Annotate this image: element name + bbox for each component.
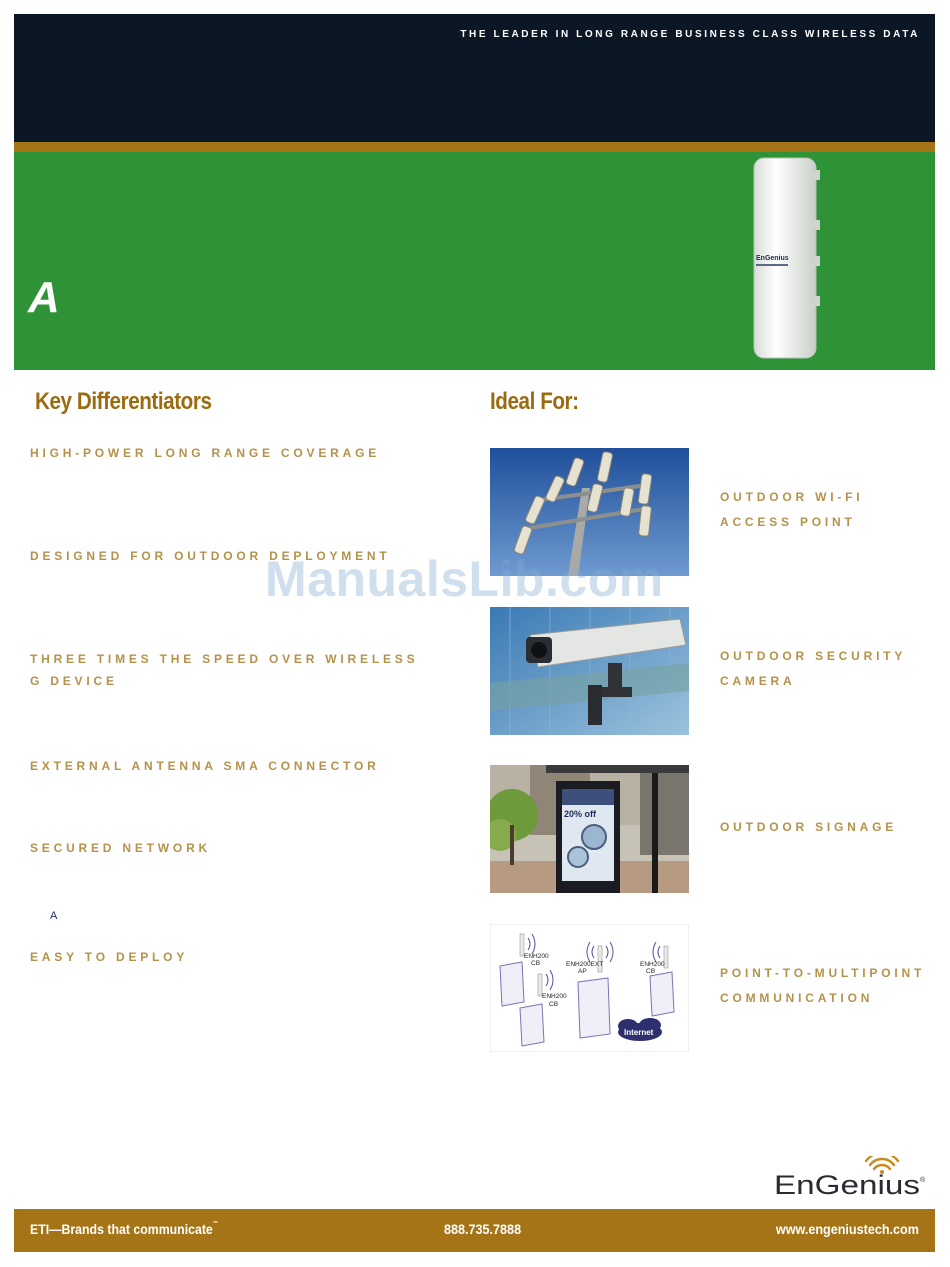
ideal-ptmp-line2: COMMUNICATION: [720, 991, 874, 1005]
access-point-device-image: [748, 156, 824, 362]
feature-outdoor-deployment: DESIGNED FOR OUTDOOR DEPLOYMENT: [30, 549, 391, 563]
diagram-node1-label: ENH200: [524, 953, 549, 960]
hero-title-letter: A: [28, 273, 60, 322]
ideal-ptmp-line1: POINT-TO-MULTIPOINT: [720, 966, 926, 980]
diagram-node4b-label: CB: [549, 1001, 559, 1008]
footer-slogan-text: ETI—Brands that communicate: [30, 1221, 213, 1237]
feature-secured-network: SECURED NETWORK: [30, 841, 212, 855]
watermark: ManualsLib.com: [265, 551, 664, 607]
ideal-wifi-line1: OUTDOOR WI-FI: [720, 490, 864, 504]
ideal-wifi-ap-label: [720, 485, 935, 535]
ideal-for-heading: Ideal For:: [490, 388, 579, 415]
ideal-point-to-multipoint-label: [720, 961, 935, 1011]
diagram-node3b-label: CB: [646, 968, 656, 975]
signage-ad-text: 20% off: [564, 809, 597, 819]
device-brand-label: EnGenius: [756, 255, 789, 262]
wifi-signal-icon: [866, 1156, 898, 1169]
logo-wordmark: EnGenius: [774, 1170, 920, 1198]
ideal-wifi-line2: ACCESS POINT: [720, 515, 856, 529]
security-camera-photo: [490, 607, 689, 735]
footer-phone: 888.735.7888: [444, 1221, 522, 1237]
outdoor-signage-photo: [490, 765, 689, 893]
feature-sma-connector: EXTERNAL ANTENNA SMA CONNECTOR: [30, 759, 380, 773]
ideal-outdoor-signage-label: [720, 815, 935, 840]
ideal-camera-line2: CAMERA: [720, 674, 796, 688]
point-to-multipoint-diagram: [490, 924, 689, 1052]
diagram-node4-label: ENH200: [542, 993, 567, 1000]
diagram-node2b-label: AP: [578, 968, 587, 975]
footer-trademark: ™: [212, 1221, 219, 1227]
footer-slogan: [30, 1221, 218, 1237]
engenius-logo: [774, 1156, 926, 1198]
key-differentiators-heading: Key Differentiators: [35, 388, 212, 415]
header-tagline: THE LEADER IN LONG RANGE BUSINESS CLASS WIRELESS DATA: [460, 29, 920, 40]
ideal-signage-line1: OUTDOOR SIGNAGE: [720, 820, 898, 834]
footer-website-link[interactable]: www.engeniustech.com: [775, 1221, 919, 1237]
header-gold-stripe: [14, 142, 935, 152]
footer-bar: [14, 1209, 935, 1252]
feature-easy-deploy: EASY TO DEPLOY: [30, 950, 189, 964]
feature-high-power: HIGH-POWER LONG RANGE COVERAGE: [30, 446, 381, 460]
small-letter: A: [50, 910, 58, 922]
ideal-security-camera-label: [720, 644, 935, 694]
diagram-node1b-label: CB: [531, 960, 541, 967]
diagram-node2-label: ENH200EXT: [566, 961, 604, 968]
logo-registered-mark: ®: [920, 1177, 926, 1184]
feature-speed: THREE TIMES THE SPEED OVER WIRELESS G DEVICE: [30, 652, 419, 688]
diagram-node3-label: ENH200: [640, 961, 665, 968]
ideal-camera-line1: OUTDOOR SECURITY: [720, 649, 907, 663]
diagram-cloud-label: Internet: [624, 1028, 654, 1037]
